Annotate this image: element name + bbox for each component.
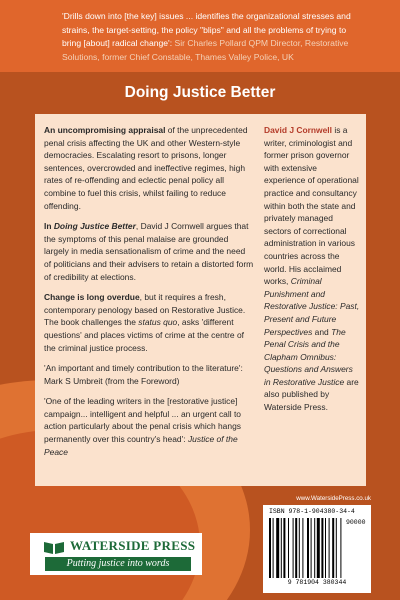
blurb-paragraph-2: In Doing Justice Better, David J Cornwell argues that the symptoms of this penal malaise are grounded largely in media sensationalism of crime and the need of politicians and their advisers to retain a distorted form of credibility at elections. — [44, 221, 254, 282]
review-quote-2: 'One of the leading writers in the [restorative justice] campaign... intelligent and helpful ... an urgent call to action particularly about the penal crisis which hangs permanently over this country's head': Justice of the Peace — [44, 396, 241, 457]
author-name: David J Cornwell — [264, 125, 332, 135]
p3-lead: Change is long overdue — [44, 292, 140, 303]
blurb-main-column — [44, 124, 254, 466]
blurb-panel — [35, 114, 366, 486]
top-quote-source: Sir Charles Pollard QPM Director, Restorative Solutions, former Chief Constable, Thames Valley Police, UK — [62, 38, 349, 62]
works-title-2: The Penal Crisis and the Clapham Omnibus: Questions and Answers in Restorative Justice — [264, 326, 353, 387]
publisher-logo — [30, 533, 202, 575]
review-quote-1: 'An important and timely contribution to the literature': Mark S Umbreit (from the Foreword) — [44, 363, 243, 386]
publisher-tagline: Putting justice into words — [45, 557, 191, 571]
works-title-1: Criminal Punishment and Restorative Justice: Past, Present and Future Perspectives — [264, 276, 360, 337]
isbn-barcode — [263, 505, 371, 593]
barcode-digits: 9 781904 380344 — [287, 579, 347, 586]
price-code: 90000 — [346, 519, 366, 526]
top-quote-text: 'Drills down into [the key] issues ... identifies the organizational stresses and strains, the target-setting, the policy "blips" and all the problems of trying to bring [about] radical change': — [62, 11, 351, 48]
p1-lead: An uncompromising appraisal — [44, 125, 166, 135]
publisher-website: www.WatersidePress.co.uk — [296, 495, 371, 502]
book-title: Doing Justice Better — [124, 84, 276, 101]
publisher-name: WATERSIDE PRESS — [70, 538, 196, 553]
blurb-paragraph-3: Change is long overdue, but it requires a fresh, contemporary penology based on Restorative Justice. The book challenges the status quo, asks 'different questions' and places victims of crime at the centre of the criminal justice process. — [44, 292, 246, 353]
p2-book-title: Doing Justice Better — [53, 221, 136, 232]
waterside-book-icon — [42, 539, 66, 555]
blurb-paragraph-1: An uncompromising appraisal of the unprecedented penal crisis affecting the UK and other Western-style democracies. Escalating resort to prisons, longer sentences, overcrowded and ineffective regimes, high rates of re-offending and eclectic penal policy all combine to fuel this crisis, whilst failing to reduce offending. — [44, 125, 248, 211]
author-bio-column: David J Cornwell is a writer, criminologist and former prison governor with extensive experience of operational practice and consultancy within both the state and privately managed sectors of correctional administration in various countries across the world. His acclaimed works, Criminal Punishment and Restorative Justice: Past, Present and Future Perspectives and The Penal Crisis and the Clapham Omnibus: Questions and Answers in Restorative Justice are also published by Waterside Press. — [264, 125, 360, 413]
top-review-quote — [62, 10, 362, 64]
isbn-number: ISBN 978-1-904380-34-4 — [269, 508, 355, 515]
barcode-bars — [269, 518, 343, 578]
